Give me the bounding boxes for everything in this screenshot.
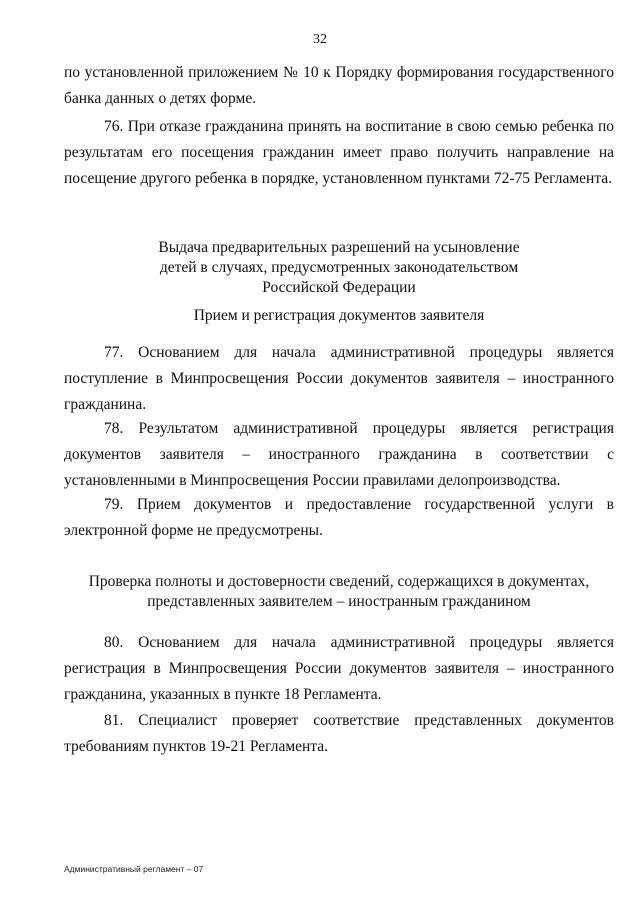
heading-line: Проверка полноты и достоверности сведений, содержащихся в документах, [88,573,590,590]
heading-line: детей в случаях, предусмотренных законодательством [159,259,519,276]
subsection-heading-document-reception [64,306,614,326]
heading-line: представленных заявителем – иностранным гражданином [147,593,531,610]
section-heading-preliminary-permits [64,238,614,298]
footer-label: Административный регламент – 07 [64,864,204,874]
paragraph-80: 80. Основанием для начала административной процедуры является регистрация в Минпросвещения России документов заявителя – иностранного гражданина, указанных в пункте 18 Регламента. [64,634,614,703]
heading-line: Прием и регистрация документов заявителя [193,307,485,324]
paragraph-79: 79. Прием документов и предоставление государственной услуги в электронной форме не предусмотрены. [64,496,614,539]
heading-line: Российской Федерации [262,279,416,296]
heading-line: Выдача предварительных разрешений на усыновление [158,239,520,256]
page-number: 32 [313,32,327,47]
paragraph-78: 78. Результатом административной процедуры является регистрация документов заявителя – иностранного гражданина в соответствии с установленными в Минпросвещения России правилами делопроизводства. [64,420,614,489]
paragraph-81: 81. Специалист проверяет соответствие представленных документов требованиям пунктов 19-21 Регламента. [64,712,614,755]
paragraph-76: 76. При отказе гражданина принять на воспитание в свою семью ребенка по результатам его посещения гражданин имеет право получить направление на посещение другого ребенка в порядке, установленном пунктами 72-75 Регламента. [64,118,614,187]
paragraph-77: 77. Основанием для начала административной процедуры является поступление в Минпросвещения России документов заявителя – иностранного гражданина. [64,344,614,413]
paragraph-continuation: по установленной приложением № 10 к Порядку формирования государственного банка данных о детях форме. [64,64,614,107]
subsection-heading-verification [64,572,614,612]
